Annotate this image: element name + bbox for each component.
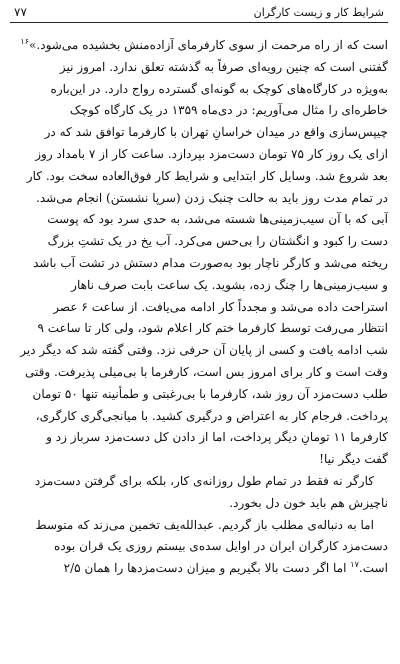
- running-header: [10, 4, 388, 23]
- text-line: خاطره‌ای را مثال می‌آوریم: در دی‌ماه ۱۳۵۹ در یک کارگاه کوچک: [69, 103, 388, 118]
- text-line: [10, 35, 388, 57]
- text-line: کارفرما ۱۱ تومانِ دیگر پرداخت، اما از دادن کل دست‌مزد سرباز زد و: [46, 430, 388, 445]
- text-line: طلب دست‌مزد آن روز شد، کارفرما با بی‌رغبتی و طمأنینه تنها ۵۰ تومان: [32, 386, 388, 401]
- text-line: بعد شروع شد. وسایل کار ابتدایی و شرایط کار فوق‌العاده سخت بود. کار: [26, 168, 388, 183]
- running-title: شرایط کار و زیست کارگران: [253, 6, 384, 19]
- text-line: شب ادامه یافت و کسی از پایان آن حرفی نزد. وقتی گفته شد که دیگر دیر: [20, 343, 388, 358]
- text-line: وقت است و کار برای امروز بس است، کارفرما با بی‌میلی پذیرفت. وقتی: [24, 364, 388, 379]
- text-line-segment: است.: [358, 561, 388, 576]
- footnote-mark: ۱۶: [20, 36, 29, 46]
- text-line: دست‌مزد کارگران ایران در اوایل سده‌ی بیستم روزی یک قران بوده: [54, 539, 388, 554]
- text-line: دست را کبود و انگشتان را بی‌حس می‌کرد. آب یخ در یک تشتِ بزرگ: [47, 234, 388, 249]
- text-line: اما به دنباله‌ی مطلب باز گردیم. عبدالله‌یف تخمین می‌زند که متوسط: [35, 517, 374, 532]
- text-line-segment: اما اگر دست بالا بگیریم و میزان دست‌مزدها را همان ۲/۵: [63, 561, 351, 576]
- text-line: استراحت داده می‌شد و مجدداً کار ادامه می‌یافت. از ساعت ۶ عصر: [53, 299, 388, 314]
- text-line: انتظار می‌رفت توسط کارفرما ختم کار اعلام شود، ولی کار تا ساعت ۹: [37, 321, 388, 336]
- text-line: کارگر نه فقط در تمام طول روزانه‌ی کار، بلکه برای گرفتن دست‌مزد: [34, 473, 374, 488]
- text-line: گفت دیگر نیا!: [319, 452, 388, 467]
- text-line: گفتنی است که چنین رویه‌ای صرفاً به گذشته تعلق ندارد. امروز نیز: [59, 59, 388, 74]
- text-line: چیپس‌سازی واقع در میدان خراسانِ تهران با کارفرما توافق شد که در: [44, 125, 388, 140]
- page-number: ۷۷: [14, 5, 27, 19]
- text-line: [10, 558, 388, 580]
- text-line: و سیب‌زمینی‌ها را چنگ زده، بشوید. یک ساعت بابت صرف ناهار: [71, 277, 388, 292]
- text-line: در تمام مدت روز باید به حالت چنبک زدن (سرپا نشستن) انجام می‌شد.: [36, 190, 388, 205]
- text-line: ازای یک روز کار ۷۵ تومان دست‌مزد بپردازد. ساعت کار از ۷ بامداد روز: [35, 146, 388, 161]
- text-line-content: [64, 561, 388, 575]
- text-line-content: است که از راه مرحمت از سوی کارفرمای آزاده‌منش بخشیده می‌شود.»: [29, 38, 388, 52]
- text-line: به‌ویژه در کارگاه‌های کوچک به گونه‌ای گسترده رواج دارد. در این‌باره: [50, 81, 388, 96]
- body-text: [10, 35, 388, 580]
- text-line: ریخته می‌شد و کارگر ناچار بود به‌صورت مدام دستش در تشت آب باشد: [33, 255, 388, 270]
- text-line: ناچیزش هم باید خون دل بخورد.: [229, 495, 388, 510]
- text-line: آبی که با آن سیب‌زمینی‌ها شسته می‌شد، به حدی سرد بود که پوست: [47, 212, 388, 227]
- text-line: پرداخت. فرجام کار به اعتراض و درگیری کشید. با میانجی‌گری کارگری،: [35, 408, 388, 423]
- footnote-mark: ۱۷: [350, 560, 359, 570]
